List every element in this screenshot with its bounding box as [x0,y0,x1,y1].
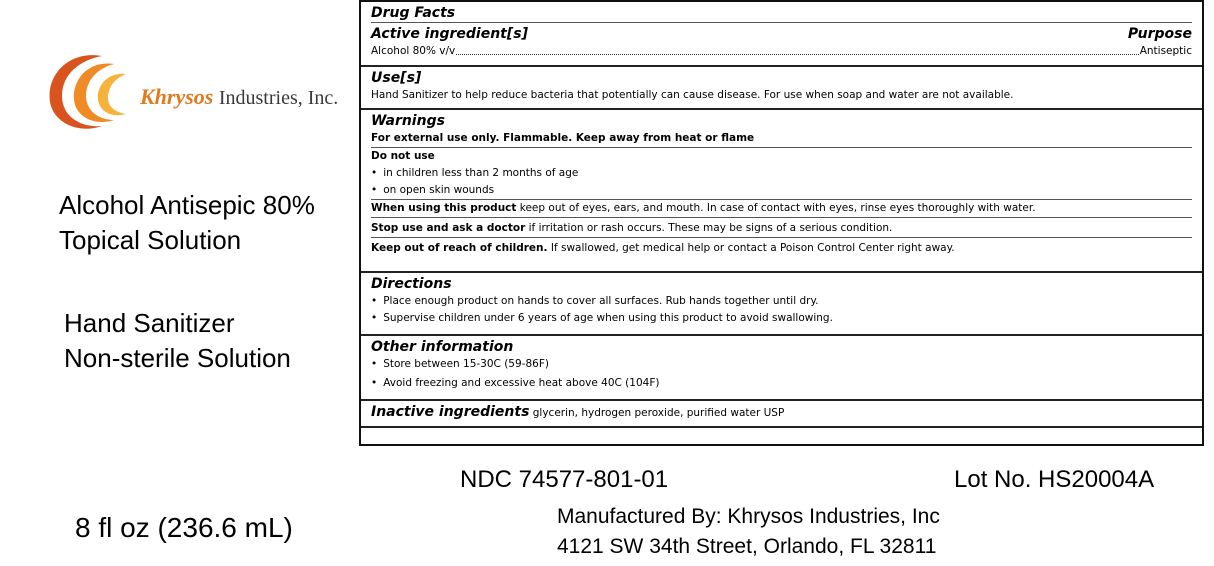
company-logo [40,46,360,136]
purpose-header: Purpose [1127,26,1192,42]
product-line-4: Non-sterile Solution [64,343,291,373]
product-size: 8 fl oz (236.6 mL) [75,512,293,543]
directions-section [361,273,1202,336]
warnings-section [361,110,1202,273]
product-name [59,188,315,258]
other-info-section [361,336,1202,401]
uses-header: Use[s] [371,70,422,86]
product-type [64,306,291,376]
stop-use-text: if irritation or rash occurs. These may be signs of a serious condition. [525,222,893,234]
external-use-warning: For external use only. Flammable. Keep away from heat or flame [371,132,755,144]
keep-out-text: If swallowed, get medical help or contact a Poison Control Center right away. [547,242,955,254]
inactive-section [361,401,1202,428]
warnings-header: Warnings [371,113,445,129]
manufacturer-info [557,502,940,562]
logo-rest: Industries, Inc. [218,87,339,109]
logo-wordmark [140,84,338,110]
other-info-item: • Store between 15-30C (59-86F) [371,356,1192,373]
active-ingredient: Alcohol 80% v/v [371,45,456,57]
drug-facts-panel [359,0,1204,446]
inactive-text: glycerin, hydrogen peroxide, purified water USP [529,407,785,419]
direction-item: • Place enough product on hands to cover all surfaces. Rub hands together until dry. [371,293,1192,310]
when-using-warning [371,199,1192,217]
when-using-text: keep out of eyes, ears, and mouth. In case of contact with eyes, rinse eyes thoroughly with water. [516,202,1036,214]
active-header: Active ingredient[s] [371,26,528,42]
leader-dots [456,54,1138,55]
keep-out-warning [371,237,1192,257]
directions-header: Directions [371,276,452,292]
active-section [361,2,1202,67]
direction-item: • Supervise children under 6 years of age when using this product to avoid swallowing. [371,310,1192,327]
lot-number: Lot No. HS20004A [954,466,1155,493]
swirl-logo-icon [40,46,140,136]
uses-text: Hand Sanitizer to help reduce bacteria that potentially can cause disease. For use when soap and water are not available. [371,89,1014,101]
stop-use-warning [371,217,1192,237]
manufacturer-line-2: 4121 SW 34th Street, Orlando, FL 32811 [557,535,937,558]
inactive-header: Inactive ingredients [371,404,530,420]
ndc-number: NDC 74577-801-01 [460,466,669,493]
other-info-header: Other information [371,339,514,355]
other-info-item: • Avoid freezing and excessive heat above 40C (104F) [371,375,1192,392]
product-line-3: Hand Sanitizer [64,308,235,338]
product-line-1: Alcohol Antisepic 80% [59,190,315,220]
uses-section [361,67,1202,110]
stop-use-lead: Stop use and ask a doctor [371,222,526,234]
keep-out-lead: Keep out of reach of children. [371,242,548,254]
inactive-ingredients [371,403,1192,422]
product-line-2: Topical Solution [59,225,242,255]
do-not-use-item: • on open skin wounds [371,182,1192,199]
manufacturer-line-1: Manufactured By: Khrysos Industries, Inc [557,505,940,528]
when-using-lead: When using this product [371,202,517,214]
do-not-use-item: • in children less than 2 months of age [371,165,1192,182]
drug-facts-title: Drug Facts [371,5,456,21]
purpose-value: Antiseptic [1139,45,1192,57]
do-not-use-header: Do not use [371,147,1192,165]
logo-brand: Khrysos [140,84,214,109]
empty-row [361,428,1202,451]
